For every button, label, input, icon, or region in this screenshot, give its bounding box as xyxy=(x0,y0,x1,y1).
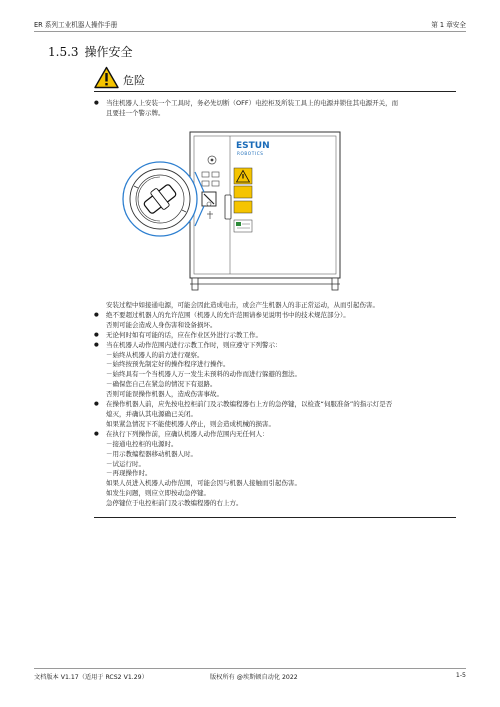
bullet-line: ● 绝不要超过机器人的允许范围（机器人的允许范围请参见说明书中的技术规范部分）。 xyxy=(106,310,350,319)
bullet-line: 如果紧急情况下不能使机器人停止，则会造成机械的损害。 xyxy=(106,419,275,428)
intro-line: ● 当往机器人上安装一个工具时，务必先切断（OFF）电控柜及所装工具上的电源并锁住其电源开关，而 xyxy=(106,99,399,107)
bullet-line: －再现操作时。 xyxy=(106,469,152,478)
bullet-line: 熄灭，并确认其电源确已关闭。 xyxy=(106,409,197,418)
bullet-line: 如果人员进入机器人动作范围，可能会因与机器人接触而引起伤害。 xyxy=(106,479,301,488)
bullet-line: －试运行时。 xyxy=(106,459,145,468)
control-cabinet-icon xyxy=(190,132,340,290)
intro-line: 且要挂一个警示牌。 xyxy=(106,108,165,117)
bullet-line: 否则可能会造成人身伤害和设备损坏。 xyxy=(106,320,217,329)
bullet-line: ● 在操作机器人前，应先按电控柜前门及示教编程器右上方的急停键，以检查“伺服准备”的指示灯是否 xyxy=(106,400,393,409)
bullet-line: ● 在执行下列操作前，应确认机器人动作范围内无任何人： xyxy=(106,429,269,438)
bullet-item xyxy=(94,400,454,430)
bullet-line: ● 当在机器人动作范围内进行示教工作时，则应遵守下列警示： xyxy=(106,340,282,349)
bullet-line: －确保您自己在紧急的情况下有退路。 xyxy=(106,380,217,389)
header-manual-title: ER 系列工业机器人操作手册 xyxy=(34,21,118,29)
bullet-line: ● 无论何时如有可能的话，应在作业区外进行示教工作。 xyxy=(106,330,262,339)
danger-callout xyxy=(94,66,145,89)
bullet-line: 如发生问题，则应立即按动急停键。 xyxy=(106,489,210,498)
bullet-item xyxy=(94,430,454,509)
bullet-item xyxy=(94,331,454,341)
bullet-item xyxy=(94,341,454,400)
page-header xyxy=(34,15,466,32)
footer-doc-version: 文档版本 V1.17（适用于 RCS2 V1.29） xyxy=(34,674,148,681)
section-title: 操作安全 xyxy=(84,45,133,59)
bullet-line: －接通电控柜的电源时。 xyxy=(106,439,178,448)
bullet-line: －始终按预先制定好的操作程序进行操作。 xyxy=(106,360,230,369)
section-heading xyxy=(48,43,133,60)
header-chapter: 第 1 章安全 xyxy=(431,21,466,29)
warning-triangle-icon xyxy=(94,66,119,89)
bullet-line: －始终具有一个当机器人万一发生未预料的动作而进行躲避的想法。 xyxy=(106,370,301,379)
brand-logo: ESTUN xyxy=(236,141,270,151)
callout-top-rule xyxy=(94,91,456,92)
section-number: 1.5.3 xyxy=(48,45,79,59)
footer-page-number: 1-5 xyxy=(455,672,466,679)
bullet-line: －始终从机器人的前方进行观察。 xyxy=(106,350,204,359)
bullet-line: 否则可能误操作机器人，造成伤害事故。 xyxy=(106,390,223,399)
brand-sub: ROBOTICS xyxy=(237,151,264,156)
footer-copyright: 版权所有 @埃斯顿自动化 2022 xyxy=(210,674,298,681)
page-footer xyxy=(34,668,466,681)
bullet-line: －用示教编程器移动机器人时。 xyxy=(106,449,197,458)
cabinet-figure xyxy=(110,128,370,293)
intro-bullet xyxy=(94,99,454,119)
danger-title: 危险 xyxy=(123,74,145,87)
callout-bottom-rule xyxy=(94,517,456,518)
body-text xyxy=(94,301,454,509)
bullet-line: 急停键位于电控柜前门及示教编程器的右上方。 xyxy=(106,499,243,508)
after-figure-line: 安装过程中如接通电源，可能会因此造成电击，或会产生机器人的非正常运动，从而引起伤害。 xyxy=(106,301,379,309)
bullet-item xyxy=(94,311,454,331)
